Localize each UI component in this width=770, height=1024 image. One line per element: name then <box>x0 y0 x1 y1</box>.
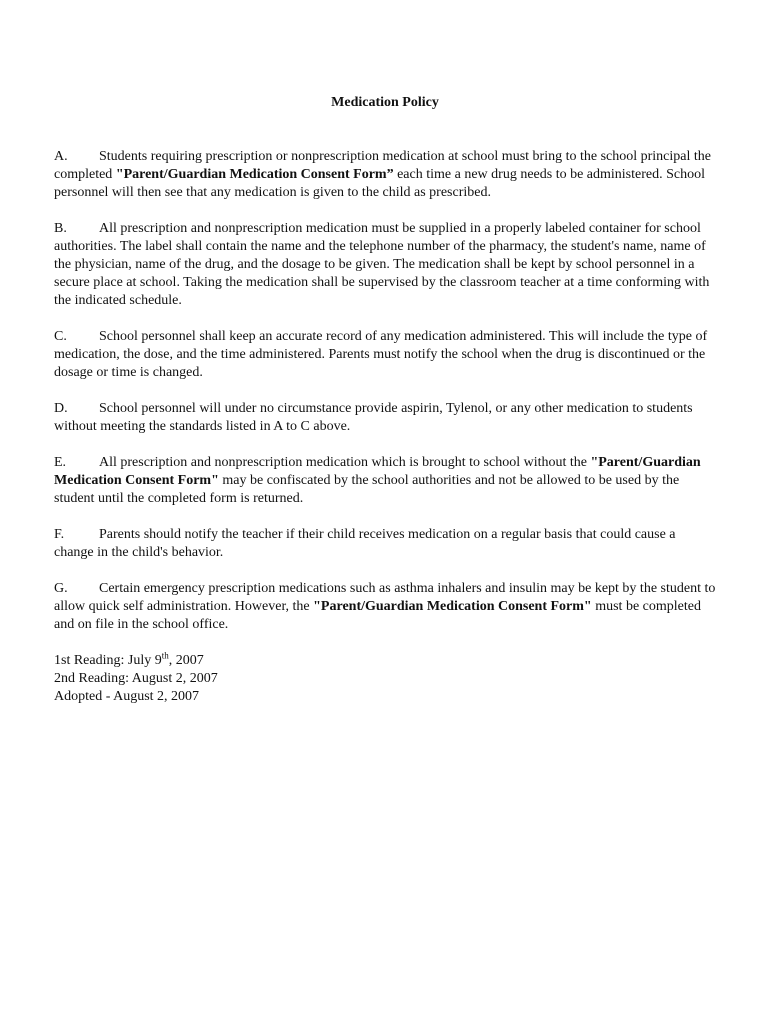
first-reading-prefix: 1st Reading: July 9 <box>54 653 162 668</box>
paragraph-a-text-1: Students requiring prescription or nonprescription medication at school must bring to the school principal the completed <box>54 149 711 182</box>
paragraph-c-text: School personnel shall keep an accurate record of any medication administered. This will include the type of medication, the dose, and the time administered. Parents must notify the school when the drug is discontinued or the dosage or time is changed. <box>54 329 708 380</box>
second-reading-line: 2nd Reading: August 2, 2007 <box>54 671 218 686</box>
policy-body <box>54 148 718 706</box>
paragraph-e-text-1: All prescription and nonprescription medication which is brought to school without the <box>99 455 591 470</box>
paragraph-e-letter: E. <box>54 455 67 470</box>
paragraph-d <box>54 400 718 436</box>
first-reading-ordinal: th <box>161 650 169 661</box>
paragraph-g-text-2: must be completed and on file in the school office. <box>54 599 701 632</box>
paragraph-a-text-2: each time a new drug needs to be administered. School personnel will then see that any medication is given to the child as prescribed. <box>54 167 705 200</box>
paragraph-a-letter: A. <box>54 149 68 164</box>
paragraph-a <box>54 148 718 202</box>
paragraph-b <box>54 220 718 310</box>
paragraph-e-form-name: "Parent/Guardian Medication Consent Form" <box>54 455 701 488</box>
paragraph-g-letter: G. <box>54 581 68 596</box>
paragraph-g <box>54 580 718 634</box>
first-reading-line <box>54 652 718 670</box>
paragraph-f <box>54 526 718 562</box>
paragraph-f-letter: F. <box>54 527 65 542</box>
paragraph-f-text: Parents should notify the teacher if their child receives medication on a regular basis that could cause a change in the child's behavior. <box>54 527 676 560</box>
paragraph-d-letter: D. <box>54 401 68 416</box>
paragraph-b-text: All prescription and nonprescription medication must be supplied in a properly labeled container for school authorities. The label shall contain the name and the telephone number of the pharmacy, the student's name, name of the physician, name of the drug, and the dosage to be given. The medication shall be kept by school personnel in a secure place at school. Taking the medication shall be supervised by the classroom teacher at a time conforming with the indicated schedule. <box>54 221 710 308</box>
paragraph-d-text: School personnel will under no circumstance provide aspirin, Tylenol, or any other medication to students without meeting the standards listed in A to C above. <box>54 401 693 434</box>
paragraph-e-text-2: may be confiscated by the school authorities and not be allowed to be used by the student until the completed form is returned. <box>54 473 680 506</box>
first-reading-suffix: , 2007 <box>168 653 204 668</box>
paragraph-g-form-name: "Parent/Guardian Medication Consent Form" <box>313 599 592 614</box>
paragraph-c-letter: C. <box>54 329 67 344</box>
reading-dates <box>54 652 718 706</box>
paragraph-g-text-1: Certain emergency prescription medications such as asthma inhalers and insulin may be kept by the student to allow quick self administration. However, the <box>54 581 716 614</box>
adopted-line: Adopted - August 2, 2007 <box>54 689 200 704</box>
paragraph-e <box>54 454 718 508</box>
paragraph-b-letter: B. <box>54 221 67 236</box>
paragraph-a-form-name: "Parent/Guardian Medication Consent Form” <box>115 167 394 182</box>
page-title: Medication Policy <box>331 95 439 110</box>
paragraph-c <box>54 328 718 382</box>
